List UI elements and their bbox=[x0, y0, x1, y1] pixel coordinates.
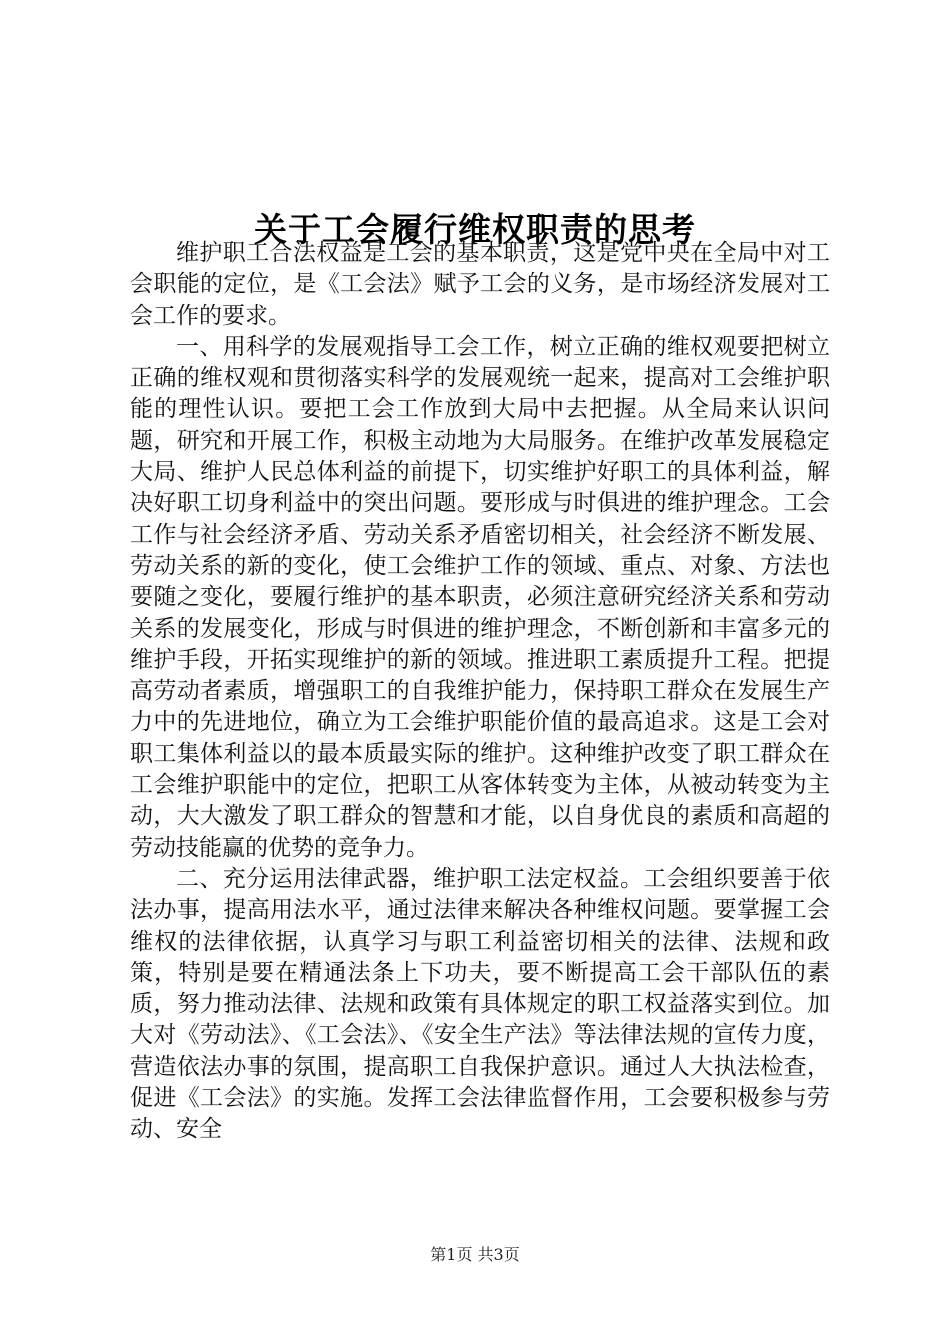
paragraph-intro: 维护职工合法权益是工会的基本职责，这是党中央在全局中对工会职能的定位，是《工会法》赋予工会的义务，是市场经济发展对工会工作的要求。 bbox=[130, 240, 830, 329]
page-number-footer: 第1页 共3页 bbox=[430, 1245, 520, 1264]
document-title: 关于工会履行维权职责的思考 bbox=[254, 210, 696, 250]
document-body bbox=[130, 238, 830, 1146]
paragraph-section-1: 一、用科学的发展观指导工会工作，树立正确的维权观要把树立正确的维权观和贯彻落实科学的发展观统一起来，提高对工会维护职能的理性认识。要把工会工作放到大局中去把握。从全局来认识问题，研究和开展工作，积极主动地为大局服务。在维护改革发展稳定大局、维护人民总体利益的前提下，切实维护好职工的具体利益，解决好职工切身利益中的突出问题。要形成与时俱进的维护理念。工会工作与社会经济矛盾、劳动关系矛盾密切相关，社会经济不断发展、劳动关系的新的变化，使工会维护工作的领域、重点、对象、方法也要随之变化，要履行维护的基本职责，必须注意研究经济关系和劳动关系的发展变化，形成与时俱进的维护理念，不断创新和丰富多元的维护手段，开拓实现维护的新的领域。推进职工素质提升工程。把提高劳动者素质，增强职工的自我维护能力，保持职工群众在发展生产力中的先进地位，确立为工会维护职能价值的最高追求。这是工会对职工集体利益以的最本质最实际的维护。这种维护改变了职工群众在工会维护职能中的定位，把职工从客体转变为主体，从被动转变为主动，大大激发了职工群众的智慧和才能，以自身优良的素质和高超的劳动技能赢的优势的竞争力。 bbox=[130, 333, 830, 861]
paragraph-section-2: 二、充分运用法律武器，维护职工法定权益。工会组织要善于依法办事，提高用法水平，通过法律来解决各种维权问题。要掌握工会维权的法律依据，认真学习与职工利益密切相关的法律、法规和政策，特别是要在精通法条上下功夫，要不断提高工会干部队伍的素质，努力推动法律、法规和政策有具体规定的职工权益落实到位。加大对《劳动法》、《工会法》、《安全生产法》等法律法规的宣传力度，营造依法办事的氛围，提高职工自我保护意识。通过人大执法检查，促进《工会法》的实施。发挥工会法律监督作用，工会要积极参与劳动、安全 bbox=[130, 865, 830, 1143]
